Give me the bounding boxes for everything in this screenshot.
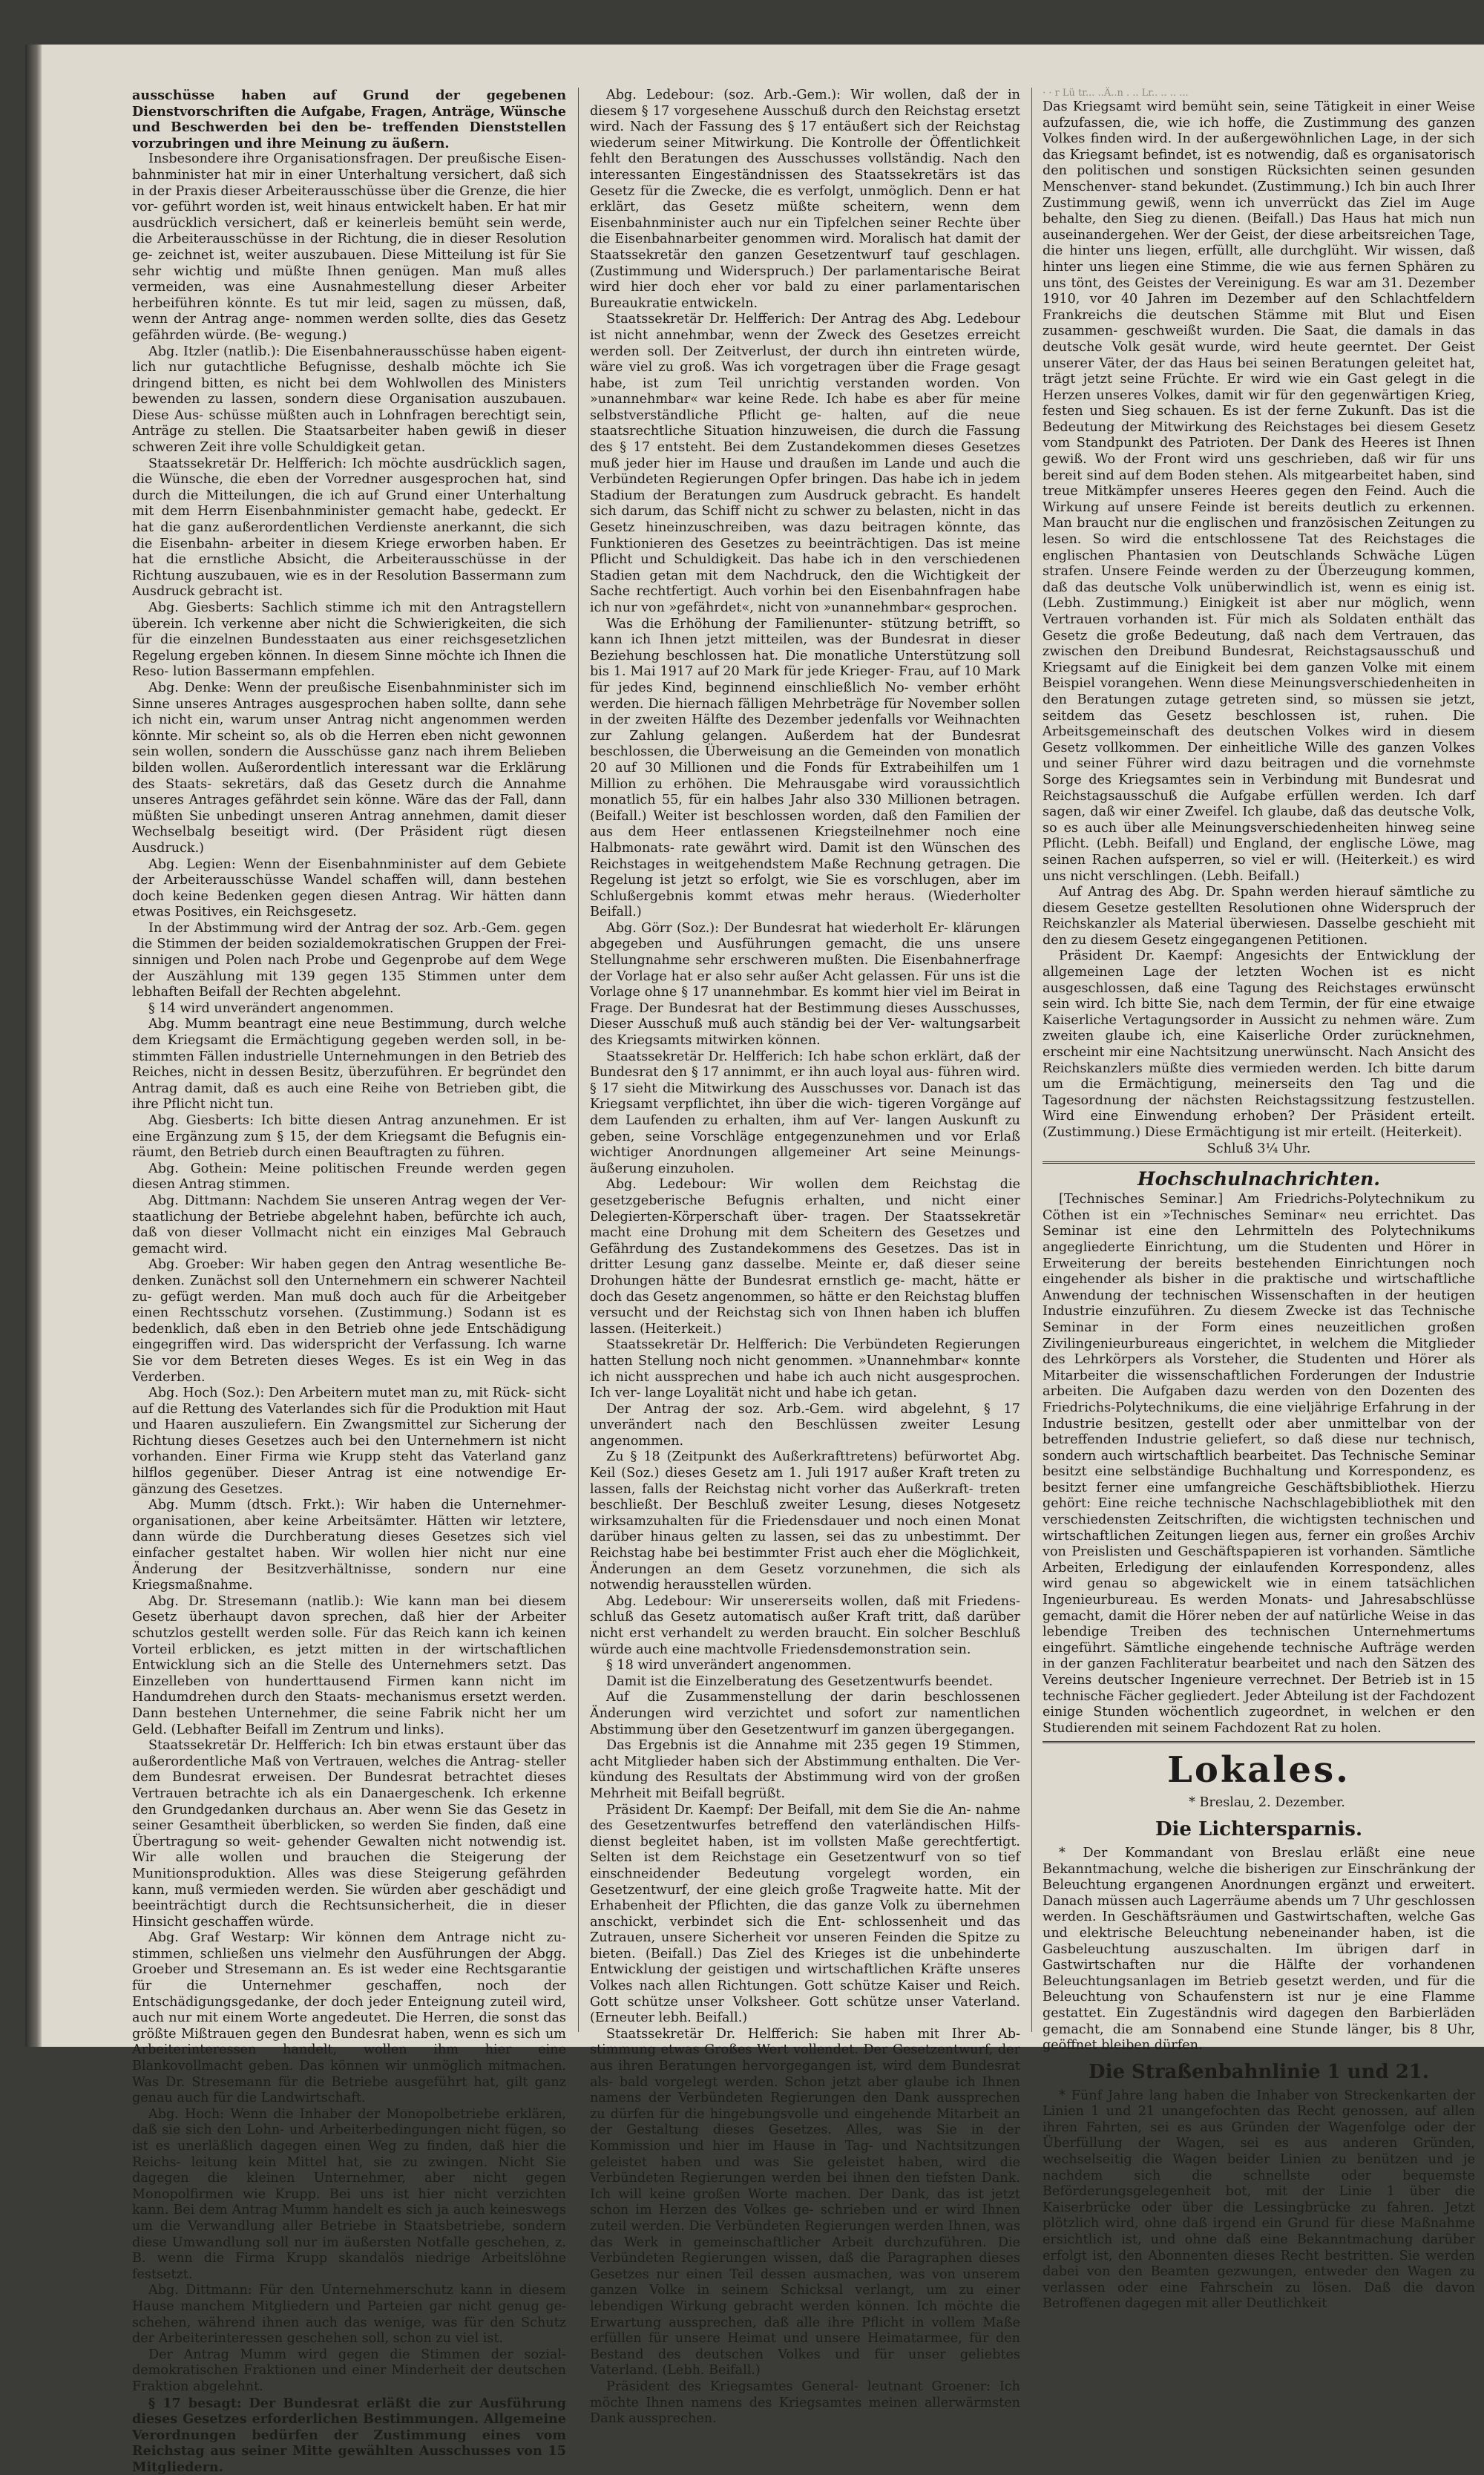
paragraph: Präsident des Kriegsamtes General- leutnant Groener: Ich möchte Ihnen namens des Kriegsamtes meinen allerwärmsten Dank aussprechen. — [590, 2379, 1020, 2428]
paragraph: Schluß 3¼ Uhr. — [1043, 1141, 1475, 1158]
dateline: * Breslau, 2. Dezember. — [1043, 1795, 1475, 1812]
paragraph: Staatssekretär Dr. Helfferich: Ich habe schon erklärt, daß der Bundesrat den § 17 annimmt, er ihn auch loyal aus- führen wird. § 17 sieht die Mitwirkung des Ausschusses vor. Danach ist das Kriegsamt verpflichtet, ihn über die wich- tigeren Vorgänge auf dem Laufenden zu erhalten, ihm auf Ver- langen Auskunft zu geben, seine Vorschläge entgegenzunehmen und vor Erlaß wichtiger Anordnungen allgemeiner Art seine Meinungs- äußerung einzuholen. — [590, 1049, 1020, 1178]
paragraph: Der Antrag der soz. Arb.-Gem. wird abgelehnt, § 17 unverändert nach den Beschlüssen zweiter Lesung angenommen. — [590, 1402, 1020, 1450]
paragraph: * Fünf Jahre lang haben die Inhaber von Streckenkarten der Linien 1 und 21 unangefochten das Recht genossen, auf allen ihren Fahrten, sei es aus Gründen der Wagenfolge oder der Überfüllung der Wagen, sei es aus anderen Gründen, wechselseitig die Wagen beider Linien zu benützen und je nachdem sich die schnellste oder bequemste Beförderungsgelegenheit bot, mit der Linie 1 über die Kaiserbrücke oder über die Lessingbrücke zu fahren. Jetzt plötzlich wird, ohne daß irgend ein Grund für diese Maßnahme ersichtlich ist, und ohne daß eine Bekanntmachung darüber erfolgt ist, den Abonnenten dieses Recht bestritten. Sie werden dabei von den Beamten gezwungen, entweder den Wagen zu verlassen oder eine Fahrschein zu lösen. Daß die davon Betroffenen dagegen mit aller Deutlichkeit — [1043, 2088, 1475, 2312]
paragraph: Abg. Hoch (Soz.): Den Arbeitern mutet man zu, mit Rück- sicht auf die Rettung des Vaterlandes sich für die Produktion mit Haut und Haaren auszuliefern. Ein Zwangsmittel zur Sicherung der Richtung dieses Gesetzes auch bei den Unternehmern ist nicht vorhanden. Einer Firma wie Krupp steht das Vaterland ganz hilflos gegenüber. Dieser Antrag ist eine notwendige Er- gänzung des Gesetzes. — [132, 1386, 566, 1498]
paragraph: Präsident Dr. Kaempf: Der Beifall, mit dem Sie die An- nahme des Gesetzentwurfes betreffend den vaterländischen Hilfs- dienst begleitet haben, ist im vollsten Maße gerechtfertigt. Selten ist dem Reichstage ein Gesetzentwurf von so tief einschneidender Bedeutung vorgelegt worden, ein Gesetzentwurf, der eine gleich große Tragweite hatte. Mit der Erhabenheit der Pflichten, die das ganze Volk zu übernehmen anschickt, verbindet sich die Ent- schlossenheit und das Zutrauen, unsere Sicherheit vor unseren Feinden die Spitze zu bieten. (Beifall.) Das Ziel des Krieges ist die unbehinderte Entwicklung der geistigen und wirtschaftlichen Kräfte unseres Volkes nach allen Richtungen. Gott schütze Kaiser und Reich. Gott schütze unser Volksheer. Gott schütze unser Vaterland. (Erneuter lebh. Beifall.) — [590, 1803, 1020, 2027]
paragraph: Staatssekretär Dr. Helfferich: Ich möchte ausdrücklich sagen, die Wünsche, die eben der Vorredner ausgesprochen hat, sind durch die Mitteilungen, die ich auf Grund einer Unterhaltung mit dem Herrn Eisenbahnminister gemacht habe, gedeckt. Er hat die ganz außerordentlichen Verdienste anerkannt, die sich die Eisenbahn- arbeiter in diesem Kriege erworben haben. Er hat die ernstliche Absicht, die Arbeiterausschüsse in der Richtung auszubauen, wie es in der Resolution Bassermann zum Ausdruck gebracht ist. — [132, 456, 566, 600]
paragraph: Abg. Denke: Wenn der preußische Eisenbahnminister sich im Sinne unseres Antrages ausgesprochen haben sollte, dann sehe ich nicht ein, warum unser Antrag nicht angenommen werden könnte. Mir scheint so, als ob die Herren eben nicht gewonnen sein wollen, sondern die Ausschüsse ganz nach ihrem Belieben bilden wollen. Außerordentlich interessant war die Erklärung des Staats- sekretärs, daß das Gesetz durch die Annahme unseres Antrages gefährdet sein könne. Wäre das der Fall, dann müßten Sie unbedingt unseren Antrag annehmen, damit dieser Wechselbalg beseitigt wird. (Der Präsident rügt diesen Ausdruck.) — [132, 681, 566, 857]
paragraph: § 17 besagt: Der Bundesrat erläßt die zur Ausführung dieses Gesetzes erforderlichen Bestimmungen. Allgemeine Verordnungen bedürfen der Zustimmung eines vom Reichstag aus seiner Mitte gewählten Ausschusses von 15 Mitgliedern. — [132, 2396, 566, 2475]
paragraph: Abg. Groeber: Wir haben gegen den Antrag wesentliche Be- denken. Zunächst soll den Unternehmern ein schwerer Nachteil zu- gefügt werden. Man muß doch auch für die Arbeitgeber einen Rechtsschutz vorsehen. (Zustimmung.) Sodann ist es bedenklich, daß eben in den Betrieb ohne jede Entschädigung eingegriffen wird. Das widerspricht der Verfassung. Ich warne Sie vor dem Betreten dieses Weges. Es ist ein Weg in das Verderben. — [132, 1257, 566, 1386]
paragraph: Abg. Dr. Stresemann (natlib.): Wie kann man bei diesem Gesetz überhaupt davon sprechen, daß hier der Arbeiter schutzlos gestellt werden solle. Für das Reich kann ich keinen Vorteil erblicken, es jetzt mitten in der wirtschaftlichen Entwicklung sich an die Stelle des Unternehmers setzt. Das Einzelleben von hunderttausend Firmen kann nicht im Handumdrehen durch den Staats- mechanismus ersetzt werden. Dann bestehen Unternehmer, die seine Fabrik nicht her um Geld. (Lebhafter Beifall im Zentrum und links). — [132, 1594, 566, 1738]
paragraph: Der Antrag Mumm wird gegen die Stimmen der sozial- demokratischen Fraktionen und einer Minderheit der deutschen Fraktion abgelehnt. — [132, 2347, 566, 2396]
paragraph: Staatssekretär Dr. Helfferich: Sie haben mit Ihrer Ab- stimmung etwas Großes Wert vollendet. Der Gesetzentwurf, der aus ihren Beratungen hervorgegangen ist, wird dem Bundesrat als- bald vorgelegt werden. Schon jetzt aber glaube ich Ihnen namens der Verbündeten Regierungen den Dank aussprechen zu dürfen für die hingebungsvolle und eingehende Mitarbeit an der Gestaltung dieses Gesetzes. Alles, was Sie in der Kommission und hier im Hause in Tag- und Nachtsitzungen geleistet haben und was Sie geleistet haben, wird die Verbündeten Regierungen werden bei ihnen den tiefsten Dank. Ich will keine großen Worte machen. Der Dank, das ist jetzt schon im Herzen des Volkes ge- schrieben und er wird Ihnen zuteil werden. Die Verbündeten Regierungen werden Ihnen, was das Werk in gemeinschaftlicher Arbeit durchzuführen. Die Verbündeten Regierungen wissen, daß die Paragraphen dieses Gesetzes nur einen Teil dessen ausmachen, was von unserem ganzen Volke in seinem Schicksal verlangt, um zu einer lebendigen Wirkung gebracht werden können. Ich möchte die Erwartung aussprechen, daß alle ihre Pflicht in vollem Maße erfüllen für unsere Heimat und unsere Heimatarmee, für den Bestand des deutschen Volkes und für unser geliebtes Vaterland. (Lebh. Beifall.) — [590, 2027, 1020, 2379]
paragraph: Staatssekretär Dr. Helfferich: Der Antrag des Abg. Ledebour ist nicht annehmbar, wenn der Zweck des Gesetzes erreicht werden soll. Der Zeitverlust, der durch ihn eintreten würde, wäre viel zu groß. Was ich vorgetragen über die Frage gesagt habe, ist zum Teil unrichtig verstanden worden. Von »unannehmbar« war keine Rede. Ich habe es aber für meine selbstverständliche Pflicht ge- halten, auf die neue staatsrechtliche Situation hinzuweisen, die durch die Fassung des § 17 entsteht. Bei dem Zustandekommen dieses Gesetzes muß jeder hier im Hause und draußen im Lande und auch die Verbündeten Regierungen Opfer bringen. Das habe ich in jedem Stadium der Beratungen zum Ausdruck gebracht. Es handelt sich darum, das Schiff nicht zu schwer zu belasten, nicht in das Gesetz hineinzuschreiben, was dazu beitragen könnte, das Funktionieren des Gesetzes zu beeinträchtigen. Das ist meine Pflicht und Schuldigkeit. Das habe ich in den verschiedenen Stadien getan mit dem Nachdruck, den die Wichtigkeit der Sache rechtfertigt. Auch vorhin bei den Eisenbahnfragen habe ich nur von »gefährdet«, nicht von »unannehmbar« gesprochen. — [590, 312, 1020, 616]
paragraph: ausschüsse haben auf Grund der gegebenen Dienstvorschriften die Aufgabe, Fragen, Anträge, Wünsche und Beschwerden bei den be- treffenden Dienststellen vorzubringen und ihre Meinung zu äußern. — [132, 88, 566, 151]
paragraph: Abg. Ledebour: Wir wollen dem Reichstag die gesetzgeberische Befugnis erhalten, und nicht einer Delegierten-Körperschaft über- tragen. Der Staatssekretär macht eine Drohung mit dem Scheitern des Gesetzes und Gefährdung des Zustandekommens des Gesetzes. Das ist in dritter Lesung ganz dasselbe. Meinte er, daß dieser seine Drohungen hätte der Bundesrat ernstlich ge- macht, hätte er doch das Gesetz angenommen, so hätte er den Reichstag bluffen versucht und der Reichstag sich von Ihnen haben ich bluffen lassen. (Heiterkeit.) — [590, 1177, 1020, 1337]
section-divider — [1043, 1161, 1475, 1164]
reichstag-continuation — [1043, 99, 1475, 1157]
paragraph: § 18 wird unverändert angenommen. — [590, 1658, 1020, 1674]
paragraph: Abg. Mumm (dtsch. Frkt.): Wir haben die Unternehmer- organisationen, aber keine Arbeitsämter. Hätten wir letztere, dann würde die Durchberatung dieses Gesetzes sich viel einfacher gestaltet haben. Wir wollen hier nicht nur eine Änderung der Besitzverhältnisse, sondern nur eine Kriegsmaßnahme. — [132, 1498, 566, 1594]
paragraph: Was die Erhöhung der Familienunter- stützung betrifft, so kann ich Ihnen jetzt mitteilen, was der Bundesrat in dieser Beziehung beschlossen hat. Die monatliche Unterstützung soll bis 1. Mai 1917 auf 20 Mark für jede Krieger- Frau, auf 10 Mark für jedes Kind, beginnend einschließlich No- vember erhöht werden. Die hiernach fälligen Mehrbeträge für November sollen in der zweiten Hälfte des Dezember jedenfalls vor Weihnachten zur Zahlung gelangen. Außerdem hat der Bundesrat beschlossen, die Überweisung an die Gemeinden von monatlich 20 auf 30 Millionen und die Fonds für Extrabeihilfen um 1 Million zu erhöhen. Die Mehrausgabe wird voraussichtlich monatlich 55, für ein halbes Jahr also 330 Millionen betragen. (Beifall.) Weiter ist beschlossen worden, daß den Familien der aus dem Heer entlassenen Kriegsteilnehmer noch eine Halbmonats- rate gewährt wird. Damit ist den Wünschen des Reichstages in weitgehendstem Maße Rechnung getragen. Die Regelung ist jetzt so erfolgt, wie Sie es vorschlugen, aber im Schlußergebnis kommt etwas mehr heraus. (Wiederholter Beifall.) — [590, 617, 1020, 921]
paragraph: In der Abstimmung wird der Antrag der soz. Arb.-Gem. gegen die Stimmen der beiden sozialdemokratischen Gruppen der Frei- sinnigen und Polen nach Probe und Gegenprobe auf dem Wege der Auszählung mit 139 gegen 135 Stimmen unter dem lebhaften Beifall der Rechten abgelehnt. — [132, 921, 566, 1001]
paragraph: * Der Kommandant von Breslau erläßt eine neue Bekanntmachung, welche die bisherigen zur Einschränkung der Beleuchtung ergangenen Anordnungen ergänzt und erweitert. Danach müssen auch Lagerräume abends um 7 Uhr geschlossen werden. In Geschäftsräumen und Gastwirtschaften, welche Gas und elektrische Beleuchtung nebeneinander haben, ist die Gasbeleuchtung auszuschalten. Im übrigen darf in Gastwirtschaften nur die Hälfte der vorhandenen Beleuchtungsanlagen im Betrieb gesetzt werden, und für die Beleuchtung von Schaufenstern ist nur je eine Flamme gestattet. Ein Zugeständnis wird dagegen den Barbierläden gemacht, die am Sonnabend eine Stunde länger, bis 8 Uhr, geöffnet bleiben dürfen. — [1043, 1846, 1475, 2054]
paragraph: Abg. Dittmann: Nachdem Sie unseren Antrag wegen der Ver- staatlichung der Betriebe abgelehnt haben, befürchte ich auch, daß von dieser Vollmacht nicht ein einziges Mal Gebrauch gemacht wird. — [132, 1193, 566, 1257]
paragraph: Abg. Ledebour: (soz. Arb.-Gem.): Wir wollen, daß der in diesem § 17 vorgesehene Ausschuß durch den Reichstag ersetzt wird. Nach der Fassung des § 17 entäußert sich der Reichstag wiederum seiner Mitwirkung. Die Kontrolle der Öffentlichkeit fehlt den Beratungen des Ausschusses vollständig. Nach den interessanten Eingeständnissen des Staatssekretärs ist das Gesetz für die Zwecke, die es verfolgt, unmöglich. Denn er hat erklärt, das Gesetz müßte scheitern, wenn dem Eisenbahnminister auch nur ein Tipfelchen seiner Rechte über die Eisenbahnarbeiter genommen wird. Moralisch hat damit der Staatssekretär den ganzen Gesetzentwurf tauf geschlagen. (Zustimmung und Widerspruch.) Der parlamentarische Beirat wird hier doch eher vor bald zu einer parlamentarischen Bureaukratie entwickeln. — [590, 88, 1020, 312]
paragraph: Abg. Itzler (natlib.): Die Eisenbahnerausschüsse haben eigent- lich nur gutachtliche Befugnisse, deshalb möchte ich Sie dringend bitten, es nicht bei dem Wohlwollen des Ministers bewenden zu lassen, sondern diese Organisation auszubauen. Diese Aus- schüsse müßten auch in Lohnfragen berechtigt sein, Anträge zu stellen. Die Staatsarbeiter haben gewiß in dieser schweren Zeit ihre volle Schuldigkeit getan. — [132, 344, 566, 456]
paragraph: Abg. Giesberts: Ich bitte diesen Antrag anzunehmen. Er ist eine Ergänzung zum § 15, der dem Kriegsamt die Befugnis ein- räumt, den Betrieb durch einen Beauftragten zu führen. — [132, 1113, 566, 1161]
paragraph: Damit ist die Einzelberatung des Gesetzentwurfs beendet. — [590, 1674, 1020, 1691]
paragraph: Abg. Legien: Wenn der Eisenbahnminister auf dem Gebiete der Arbeiterausschüsse Wandel schaffen will, dann bestehen doch keine Bedenken gegen diesen Antrag. Wir hätten dann etwas Positives, ein Reichsgesetz. — [132, 857, 566, 921]
article-title-strassenbahn: Die Straßenbahnlinie 1 und 21. — [1043, 2059, 1475, 2085]
paragraph: Auf die Zusammenstellung der darin beschlossenen Änderungen wird verzichtet und sofort zur namentlichen Abstimmung über den Gesetzentwurf im ganzen übergegangen. — [590, 1690, 1020, 1738]
paragraph: Abg. Ledebour: Wir unsererseits wollen, daß mit Friedens- schluß das Gesetz automatisch außer Kraft tritt, daß darüber nicht erst verhandelt zu werden braucht. Ein solcher Beschluß würde auch eine machtvolle Friedensdemonstration sein. — [590, 1594, 1020, 1658]
paragraph: Zu § 18 (Zeitpunkt des Außerkrafttretens) befürwortet Abg. Keil (Soz.) dieses Gesetz am 1. Juli 1917 außer Kraft treten zu lassen, falls der Reichstag nicht vorher das Außerkraft- treten beschließt. Der Beschluß zweiter Lesung, dieses Notgesetz wirksamzuhalten für die Friedensdauer und noch einen Monat darüber hinaus gelten zu lassen, sei das zu unbestimmt. Der Reichstag habe bei bestimmter Frist auch eher die Möglichkeit, Änderungen an dem Gesetz vorzunehmen, die sich als notwendig herausstellen würden. — [590, 1449, 1020, 1593]
paragraph: Abg. Hoch: Wenn die Inhaber der Monopolbetriebe erklären, daß sie sich den Lohn- und Arbeiterbedingungen nicht fügen, so ist es unerläßlich dagegen einen Weg zu finden, daß hier die Reichs- leitung kein Mittel hat, sie zu zwingen. Nicht Sie dagegen die kleinen Unternehmer, aber nicht gegen Monopolfirmen wie Krupp. Bei uns ist hier nicht verzichten kann. Bei dem Antrag Mumm handelt es sich ja auch keineswegs um die Verwandlung aller Betriebe in Staatsbetriebe, sondern diese Umwandlung soll nur im äußersten Notfalle geschehen, z. B. wenn die Firma Krupp skandalös niedrige Arbeitslöhne festsetzt. — [132, 2107, 566, 2284]
paragraph: Insbesondere ihre Organisationsfragen. Der preußische Eisen- bahnminister hat mir in einer Unterhaltung versichert, daß sich in der Praxis dieser Arbeiterausschüsse über die Grenze, die hier vor- geführt worden ist, weit hinaus entwickelt haben. Er hat mir ausdrücklich versichert, daß er keinerleis bemüht sein werde, die Arbeiterausschüsse in der Richtung, die in dieser Resolution ge- zeichnet ist, weiter auszubauen. Diese Mitteilung ist für Sie sehr wichtig und müßte Ihnen genügen. Man muß alles vermeiden, was eine Ausnahmestellung dieser Arbeiter herbeiführen könnte. Es tut mir leid, sagen zu müssen, daß, wenn der Antrag ange- nommen werden sollte, dies das Gesetz gefährden würde. (Be- wegung.) — [132, 151, 566, 344]
paragraph: Abg. Gothein: Meine politischen Freunde werden gegen diesen Antrag stimmen. — [132, 1161, 566, 1193]
article-title-lichtersparnis: Die Lichtersparnis. — [1043, 1816, 1475, 1843]
hochschul-heading: Hochschulnachrichten. — [1043, 1167, 1475, 1192]
paragraph: Abg. Mumm beantragt eine neue Bestimmung, durch welche dem Kriegsamt die Ermächtigung gegeben werden soll, in be- stimmten Fällen industrielle Unternehmungen in den Betrieb des Reiches, nicht in dessen Besitz, überzuführen. Er begründet den Antrag damit, daß es auch eine Reihe von Betrieben gibt, die ihre Pflicht nicht tun. — [132, 1017, 566, 1113]
article-strassenbahn — [1043, 2088, 1475, 2312]
paragraph: Präsident Dr. Kaempf: Angesichts der Entwicklung der allgemeinen Lage der letzten Wochen ist es nicht ausgeschlossen, daß eine Tagung des Reichstages erwünscht sein wird. Ich bitte Sie, nach dem Termin, der für eine etwaige Kaiserliche Vertagungsorder in Aussicht zu nehmen wäre. Zum zweiten glaube ich, eine Kaiserliche Order zurücknehmen, erscheint mir eine Nachtsitzung unerwünscht. Nach Ansicht des Reichskanzlers müßte dies vermieden werden. Ich bitte darum um die Ermächtigung, meinerseits den Tag und die Tagesordnung der nächsten Reichstagssitzung festzustellen. Wird eine Einwendung erhoben? Der Präsident erteilt. (Zustimmung.) Diese Ermächtigung ist mir erteilt. (Heiterkeit). — [1043, 948, 1475, 1141]
paragraph: Das Ergebnis ist die Annahme mit 235 gegen 19 Stimmen, acht Mitglieder haben sich der Abstimmung enthalten. Die Ver- kündung des Resultats der Abstimmung wird von der großen Mehrheit mit Beifall begrüßt. — [590, 1738, 1020, 1802]
newspaper-page — [132, 88, 1475, 2032]
column-3 — [1043, 88, 1475, 2032]
column-2 — [590, 88, 1020, 2032]
paragraph: Das Kriegsamt wird bemüht sein, seine Tätigkeit in einer Weise aufzufassen, die, wie ich hoffe, die Zustimmung des ganzen Volkes finden wird. In der außergewöhnlichen Lage, in der sich das Kriegsamt befindet, ist es notwendig, daß es organisatorisch den politischen und sonstigen Rücksichten seinen gesunden Menschenver- stand bekundet. (Zustimmung.) Ich bin auch Ihrer Zustimmung gewiß, wenn ich unverrückt das Ziel im Auge behalte, den Sieg zu dienen. (Beifall.) Das Haus hat mich nun auseinandergehen. Wer der Geist, der diese arbeitsreichen Tage, die hinter uns liegen, erfüllt, alle durchglüht. Wir wissen, daß hinter uns liegen eine Stimme, die wie aus fernen Sphären zu uns tönt, des Geistes der Vereinigung. Es war am 31. Dezember 1910, vor 40 Jahren im Dezember auf den Schlachtfeldern Frankreichs die deutschen Stämme mit Blut und Eisen zusammen- geschweißt wurden. Die Saat, die damals in das deutsche Volk gesät wurde, wird heute geerntet. Der Geist unserer Väter, der das Haus bei seinen Beratungen geleitet hat, trägt jetzt seine Früchte. Er wird wie ein Gast gelegt in die Herzen unseres Volkes, damit wir für den gegenwärtigen Krieg, festen und Sieg schauen. Es ist der ferne Zukunft. Das ist die Bedeutung der Mitwirkung des Reichstages bei diesem Gesetz vom Standpunkt des Patrioten. Der Dank des Heeres ist Ihnen gewiß. Wo der Front wird uns geschrieben, daß wir für uns bereit sind auf dem Boden stehen. Als mitgearbeitet haben, sind treue Mitkämpfer unseres Heeres gegen den Feind. Auch die Wirkung auf unsere Feinde ist bereits deutlich zu erkennen. Man braucht nur die englischen und französischen Zeitungen zu lesen. So wird die entschlossene Tat des Reichstages die englischen Phantasien von Deutschlands Schwäche Lügen strafen. Unsere Feinde werden zu der Überzeugung kommen, daß das deutsche Volk unüberwindlich ist, wenn es einig ist. (Lebh. Zustimmung.) Einigkeit ist aber nur möglich, wenn Vertrauen vorhanden ist. Für mich als Soldaten enthält das Gesetz die große Bedeutung, daß nach dem Vertrauen, das zwischen den Dreibund Bundesrat, Reichstagsausschuß und Kriegsamt auf die Einigkeit bei dem ganzen Volke mit einem Beispiel vorangehen. Wenn diese Meinungsverschiedenheiten in den Beratungen zutage getreten sind, so müssen sie jetzt, seitdem das Gesetz beschlossen ist, ruhen. Die Arbeitsgemeinschaft des deutschen Volkes wird in diesem Gesetz vollkommen. Der einheitliche Wille des ganzen Volkes und seiner Führer wird dazu beitragen und die vornehmste Sorge des Kriegsamtes sein in Verbindung mit Bundesrat und Reichstagsausschuß die Aufgabe erfüllen werden. Ich darf sagen, daß wir einer Zweifel. Ich glaube, daß das deutsche Volk, so es auch über alle Meinungsverschiedenheiten hinweg seine Pflicht. (Lebh. Beifall) und England, der englische Löwe, mag seinen Rachen aufsperren, so viel er will. (Heiterkeit.) es wird uns nicht verschlingen. (Lebh. Beifall.) — [1043, 99, 1475, 885]
paragraph: Abg. Graf Westarp: Wir können dem Antrage nicht zu- stimmen, schließen uns vielmehr den Ausführungen der Abgg. Groeber und Stresemann an. Es ist weder eine Rechtsgarantie für die Unternehmer geschaffen, noch der Entschädigungsgedanke, der doch jeder Enteignung zuteil wird, auch nur mit einem Worte angedeutet. Die Herren, die sonst das größte Mißtrauen gegen den Bundesrat haben, wenn es sich um Arbeiterinteressen handelt, wollen ihm hier eine Blankovollmacht geben. Das können wir unmöglich mitmachen. Was Dr. Stresemann für die Betriebe ausgeführt hat, gilt ganz genau auch für die Landwirtschaft. — [132, 1930, 566, 2107]
faint-top-text: · · r Lü tr... ..Ä..n . .. Lr.. .. .. ... — [1043, 88, 1475, 99]
paragraph: § 14 wird unverändert angenommen. — [132, 1001, 566, 1017]
paragraph: Auf Antrag des Abg. Dr. Spahn werden hierauf sämtliche zu diesem Gesetze gestellten Resolutionen ohne Widerspruch der Reichskanzler als Material überwiesen. Dasselbe geschieht mit den zu diesem Gesetz eingegangenen Petitionen. — [1043, 885, 1475, 948]
column-1 — [132, 88, 566, 2032]
paragraph: Abg. Giesberts: Sachlich stimme ich mit den Antragstellern überein. Ich verkenne aber nicht die Schwierigkeiten, die sich für die einzelnen Bundesstaaten aus einer reichsgesetzlichen Regelung ergeben können. In diesem Sinne möchte ich Ihnen die Reso- lution Bassermann empfehlen. — [132, 600, 566, 681]
section-divider — [1043, 1741, 1475, 1743]
article-lichtersparnis — [1043, 1846, 1475, 2054]
paragraph: Staatssekretär Dr. Helfferich: Die Verbündeten Regierungen hatten Stellung noch nicht genommen. »Unannehmbar« konnte ich nicht aussprechen und habe ich auch nicht ausgesprochen. Ich ver- lange Loyalität nicht und habe ich getan. — [590, 1337, 1020, 1401]
paragraph: Staatssekretär Dr. Helfferich: Ich bin etwas erstaunt über das außerordentliche Maß von Vertrauen, welches die Antrag- steller dem Bundesrat erweisen. Der Bundesrat betrachtet dieses Vertrauen betrachte ich als ein Danaergeschenk. Ich erkenne den Grundgedanken durchaus an. Aber wenn Sie das Gesetz in seiner Gesamtheit überblicken, so werden Sie finden, daß eine Übertragung so weit- gehender Gewalten nicht notwendig ist. Wir alle wollen und brauchen die Steigerung der Munitionsproduktion. Alles was diese Steigerung gefährden kann, muß vermieden werden. Sie würden aber geschädigt und beeinträchtigt durch die Rechtsunsicherheit, die in dieser Hinsicht geschaffen würde. — [132, 1738, 566, 1930]
hochschul-article — [1043, 1192, 1475, 1737]
paragraph: [Technisches Seminar.] Am Friedrichs-Polytechnikum zu Cöthen ist ein »Technisches Seminar« neu errichtet. Das Seminar ist eine den Lehrmitteln des Polytechnikums angegliederte Einrichtung, um die Studenten und Hörer in Erweiterung der bereits bestehenden Einrichtungen noch eingehender als bisher in die praktische und wirtschaftliche Anwendung der technischen Wissenschaften in der heutigen Industrie einzuführen. Zu diesem Zwecke ist das Technische Seminar in der Form eines neuzeitlichen großen Zivilingenieurbureaus eingerichtet, in welchem die Mitglieder des Lehrkörpers als Vorsteher, die Studenten und Hörer als Mitarbeiter die wissenschaftlichen Forderungen der Industrie arbeiten. Die Aufgaben dazu werden von den Dozenten des Friedrichs-Polytechnikums, die eine vieljährige Erfahrung in der Industrie besitzen, gestellt oder aber unmittelbar von der betreffenden Industrie geliefert, so daß diese nur technisch, sondern auch wirtschaftlich bearbeitet. Das Technische Seminar besitzt eine selbständige Buchhaltung und Korrespondenz, es besitzt ferner eine umfangreiche Geschäftsbibliothek. Hierzu gehört: Eine reiche technische Nachschlagebibliothek mit den verschiedensten Zeitschriften, die wichtigsten technischen und wirtschaftlichen Zeitungen liegen aus, ferner ein großes Archiv von Preislisten und Geschäftspapieren ist vorhanden. Sämtliche Arbeiten, Erledigung der einlaufenden Korrespondenz, alles wird genau so abgewickelt wie in einem tatsächlichen Ingenieurbureau. Es werden Monats- und Jahresabschlüsse gemacht, damit die Hörer neben der auf natürliche Weise in das lebendige Treiben des technischen Unternehmertums eingeführt. Sämtliche eingehende technische Aufträge werden in der ganzen Fachliteratur bearbeitet und nach den Sätzen des Vereins deutscher Ingenieure verrechnet. Der Betrieb ist in 15 technische Fächer gegliedert. Jeder Abteilung ist der Fachdozent einige Stunden wöchentlich zugeordnet, in welchen er den Studierenden mit seinem Fachdozent Rat zu holen. — [1043, 1192, 1475, 1737]
book-spine — [25, 45, 42, 2047]
paragraph: Abg. Görr (Soz.): Der Bundesrat hat wiederholt Er- klärungen abgegeben und Ausführungen gemacht, die uns unsere Stellungnahme sehr erschweren mußten. Die Eisenbahnerfrage der Vorlage hat er also sehr außer Acht gelassen. Für uns ist die Vorlage ohne § 17 unannehmbar. Es kommt hier viel im Beirat in Frage. Der Bundesrat hat der Bestimmung dieses Ausschusses, Dieser Ausschuß muß auch ständig bei der Ver- waltungsarbeit des Kriegsamts mitwirken können. — [590, 921, 1020, 1049]
lokales-heading: Lokales. — [1043, 1746, 1475, 1794]
column-rule — [1031, 88, 1032, 2032]
column-rule — [578, 88, 579, 2032]
paragraph: Abg. Dittmann: Für den Unternehmerschutz kann in diesem Hause manchem Mitgliedern und Parteien gar nicht genug ge- schehen, während ihnen auch das wenige, was für den Schutz der Arbeiterinteressen geschehen soll, schon zu viel ist. — [132, 2283, 566, 2347]
